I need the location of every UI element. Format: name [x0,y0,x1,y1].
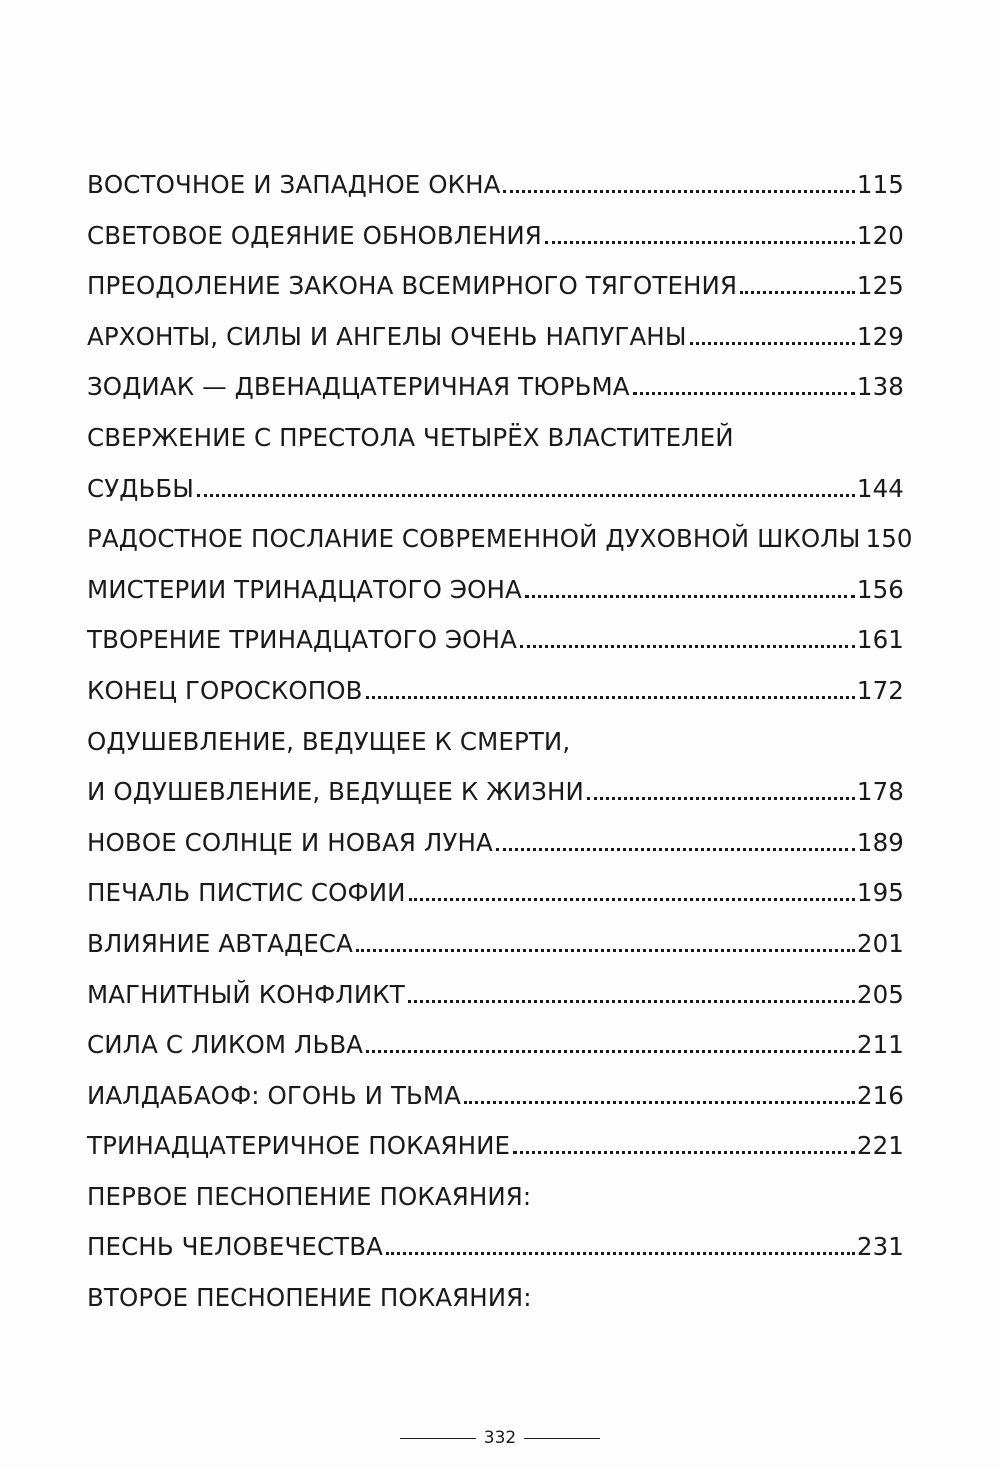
toc-entry-page: 156 [856,574,904,604]
toc-entry-title: НОВОЕ СОЛНЦЕ И НОВАЯ ЛУНА [87,827,493,857]
toc-dot-leader [633,392,855,395]
toc-entry-page: 150 [865,524,913,554]
toc-entry-title: СВЕРЖЕНИЕ С ПРЕСТОЛА ЧЕТЫРЁХ ВЛАСТИТЕЛЕЙ [87,422,734,452]
toc-entry-title: МИСТЕРИИ ТРИНАДЦАТОГО ЭОНА [87,574,522,604]
toc-entry-title: АРХОНТЫ, СИЛЫ И АНГЕЛЫ ОЧЕНЬ НАПУГАНЫ [87,321,687,351]
toc-entry-page: 205 [856,979,904,1009]
toc-entry-title: ПЕРВОЕ ПЕСНОПЕНИЕ ПОКАЯНИЯ: [87,1181,532,1211]
toc-entry-title: ПЕЧАЛЬ ПИСТИС СОФИИ [87,878,406,908]
toc-dot-leader [525,595,855,598]
toc-entry-title: МАГНИТНЫЙ КОНФЛИКТ [87,979,405,1009]
toc-entry-title: ВТОРОЕ ПЕСНОПЕНИЕ ПОКАЯНИЯ: [87,1283,532,1313]
toc-dot-leader [197,494,855,497]
toc-entry-title: ОДУШЕВЛЕНИЕ, ВЕДУЩЕЕ К СМЕРТИ, [87,726,571,756]
toc-entry [87,767,904,818]
toc-entry-page: 172 [856,675,904,705]
toc-entry-title: СИЛА С ЛИКОМ ЛЬВА [87,1030,364,1060]
toc-dot-leader [408,1000,855,1003]
toc-entry-title: ТВОРЕНИЕ ТРИНАДЦАТОГО ЭОНА [87,625,517,655]
toc-dot-leader [366,696,855,699]
toc-entry [87,261,904,312]
footer-rule-left [400,1438,476,1439]
toc-dot-leader [496,848,855,851]
toc-entry [87,1020,904,1071]
toc-entry [87,818,904,869]
toc-entry [87,413,904,464]
toc-entry-title: СВЕТОВОЕ ОДЕЯНИЕ ОБНОВЛЕНИЯ [87,220,542,250]
toc-entry-page: 178 [856,777,904,807]
toc-entry [87,1071,904,1122]
toc-entry-page: 138 [856,372,904,402]
toc-dot-leader [386,1252,855,1255]
table-of-contents [87,160,913,1324]
toc-entry-title: И ОДУШЕВЛЕНИЕ, ВЕДУЩЕЕ К ЖИЗНИ [87,777,584,807]
toc-dot-leader [464,1101,855,1104]
toc-dot-leader [409,898,855,901]
toc-entry-title: КОНЕЦ ГОРОСКОПОВ [87,675,363,705]
toc-entry [87,919,904,970]
toc-entry-page: 125 [856,271,904,301]
toc-dot-leader [690,342,855,345]
toc-entry [87,1172,904,1223]
toc-dot-leader [366,1050,855,1053]
toc-entry-page: 189 [856,827,904,857]
page-footer [0,1428,1000,1448]
toc-entry-page: 201 [856,928,904,958]
toc-entry [87,464,904,515]
toc-entry-page: 129 [856,321,904,351]
toc-entry [87,1222,904,1273]
toc-entry-title: ПЕСНЬ ЧЕЛОВЕЧЕСТВА [87,1232,384,1262]
page-number: 332 [483,1428,517,1448]
toc-entry-title: СУДЬБЫ [87,473,195,503]
toc-entry-page: 211 [856,1030,904,1060]
toc-entry-page: 161 [856,625,904,655]
toc-entry-title: ТРИНАДЦАТЕРИЧНОЕ ПОКАЯНИЕ [87,1131,511,1161]
toc-entry [87,362,904,413]
toc-dot-leader [545,241,855,244]
toc-entry-title: ИАЛДАБАОФ: ОГОНЬ И ТЬМА [87,1080,462,1110]
toc-entry-title: РАДОСТНОЕ ПОСЛАНИЕ СОВРЕМЕННОЙ ДУХОВНОЙ ШКОЛЫ [87,524,861,554]
toc-entry [87,1273,904,1324]
toc-entry-page: 231 [856,1232,904,1262]
toc-entry [87,615,904,666]
toc-dot-leader [356,949,855,952]
toc-entry [87,211,904,262]
toc-dot-leader [740,291,855,294]
toc-entry-page: 115 [856,170,904,199]
footer-rule-right [524,1438,600,1439]
toc-entry [87,970,904,1021]
toc-entry-title: ЗОДИАК — ДВЕНАДЦАТЕРИЧНАЯ ТЮРЬМА [87,372,630,402]
toc-entry [87,514,913,565]
toc-dot-leader [520,645,855,648]
toc-entry [87,1121,904,1172]
toc-entry [87,160,904,211]
toc-entry-page: 144 [856,473,904,503]
toc-entry-page: 195 [856,878,904,908]
toc-entry [87,868,904,919]
toc-dot-leader [503,190,854,193]
toc-entry [87,565,904,616]
toc-entry-page: 221 [856,1131,904,1161]
toc-dot-leader [513,1151,855,1154]
toc-entry [87,312,904,363]
toc-entry-title: ПРЕОДОЛЕНИЕ ЗАКОНА ВСЕМИРНОГО ТЯГОТЕНИЯ [87,271,738,301]
toc-entry-title: ВЛИЯНИЕ АВТАДЕСА [87,928,353,958]
toc-entry-title: ВОСТОЧНОЕ И ЗАПАДНОЕ ОКНА [87,170,501,199]
toc-entry-page: 216 [856,1080,904,1110]
toc-dot-leader [587,797,855,800]
toc-entry-page: 120 [856,220,904,250]
toc-entry [87,666,904,717]
toc-entry [87,717,904,768]
